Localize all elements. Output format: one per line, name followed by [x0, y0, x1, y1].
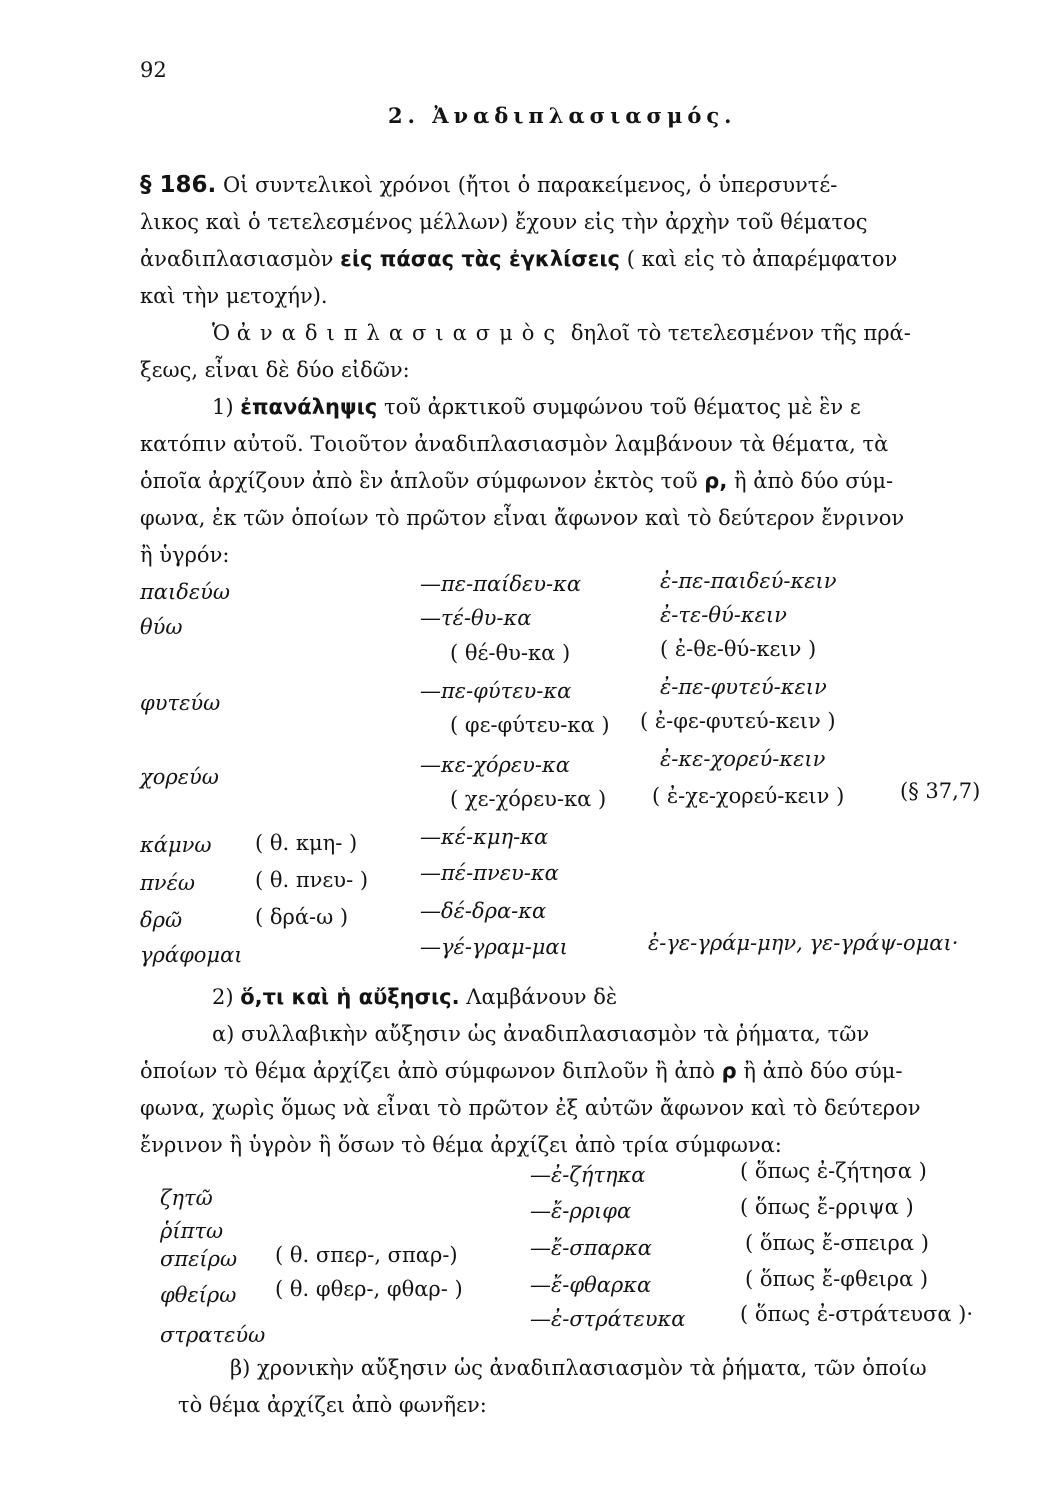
- infinitive-form: ἐ-τε-θύ-κειν: [660, 603, 787, 627]
- perfect-form: ( θέ-θυ-κα ): [450, 641, 571, 665]
- infinitive-form: ἐ-πε-φυτεύ-κειν: [660, 675, 827, 699]
- text: Λαμβάνουν δὲ: [466, 985, 618, 1009]
- paragraph-line: [140, 1056, 1000, 1086]
- paragraph-line: [140, 466, 1000, 496]
- stem-note: ( θ. φθερ-, φθαρ- ): [275, 1277, 463, 1301]
- verb: ῥίπτω: [160, 1219, 224, 1243]
- comparison: ( ὅπως ἐ-στράτευσα )·: [740, 1302, 974, 1326]
- comparison: ( ὅπως ἔ-φθειρα ): [745, 1267, 929, 1291]
- text: δηλοῖ τὸ τετελεσμένον τῆς πρά-: [570, 321, 911, 345]
- bold-phrase: εἰς πάσας τὰς ἐγκλίσεις: [340, 247, 621, 271]
- paragraph-line: ξεως, εἶναι δὲ δύο εἰδῶν:: [140, 358, 410, 382]
- section-number: § 186.: [140, 172, 217, 198]
- paragraph-line: [212, 392, 1000, 422]
- perfect-form: —γέ-γραμ-μαι: [420, 935, 568, 959]
- text: ἢ ἀπὸ δύο σύμ-: [743, 1059, 903, 1083]
- verb: δρῶ: [140, 908, 183, 932]
- verb: στρατεύω: [160, 1323, 266, 1347]
- comparison: ( ὅπως ἐ-ζήτησα ): [740, 1159, 927, 1183]
- paragraph-line: β) χρονικὴν αὔξησιν ὡς ἀναδιπλασιασμὸν τὰ ῥήματα, τῶν ὁποίω: [230, 1356, 927, 1380]
- spaced-term: ἀναδιπλασιασμὸς: [236, 321, 565, 345]
- verb: κάμνω: [140, 833, 212, 857]
- infinitive-form: ( ἐ-φε-φυτεύ-κειν ): [640, 709, 836, 733]
- verb: πνέω: [140, 871, 195, 895]
- paragraph-line: [212, 982, 1000, 1012]
- paragraph-line: τὸ θέμα ἀρχίζει ἀπὸ φωνῆεν:: [178, 1393, 487, 1417]
- item-number: 2): [212, 985, 234, 1009]
- paragraph-line: κατόπιν αὐτοῦ. Τοιοῦτον ἀναδιπλασιασμὸν λαμβάνουν τὰ θέματα, τὰ: [140, 432, 889, 456]
- text: ἀναδιπλασιασμὸν: [140, 247, 334, 271]
- verb: παιδεύω: [140, 580, 231, 604]
- paragraph-line: λικος καὶ ὁ τετελεσμένος μέλλων) ἔχουν εἰς τὴν ἀρχὴν τοῦ θέματος: [140, 210, 868, 234]
- section-heading: 2. Ἀναδιπλασιασμός.: [388, 103, 737, 128]
- item-number: 1): [212, 395, 234, 419]
- text: ( καὶ εἰς τὸ ἀπαρέμφατον: [626, 247, 898, 271]
- stem-note: ( θ. πνευ- ): [255, 868, 369, 892]
- perfect-form: ( φε-φύτευ-κα ): [450, 713, 610, 737]
- paragraph-line: ἢ ὑγρόν:: [140, 543, 230, 567]
- paragraph-line: καὶ τὴν μετοχήν).: [140, 284, 328, 308]
- text: ἢ ἀπὸ δύο σύμ-: [734, 469, 894, 493]
- perfect-form: —κε-χόρευ-κα: [420, 753, 570, 777]
- text: τοῦ ἀρκτικοῦ συμφώνου τοῦ θέματος μὲ ἓν ε: [383, 395, 861, 419]
- bold-term: ὅ,τι καὶ ἡ αὔξησις.: [240, 985, 460, 1009]
- perfect-form: ( χε-χόρευ-κα ): [450, 787, 607, 811]
- comparison: ( ὅπως ἔ-σπειρα ): [745, 1231, 929, 1255]
- infinitive-form: ἐ-κε-χορεύ-κειν: [660, 747, 826, 771]
- text: ὁποῖα ἀρχίζουν ἀπὸ ἓν ἁπλοῦν σύμφωνον ἐκτὸς τοῦ: [140, 469, 698, 493]
- infinitive-form: ἐ-πε-παιδεύ-κειν: [660, 569, 837, 593]
- perfect-form: —πε-φύτευ-κα: [420, 679, 572, 703]
- bold-term: ἐπανάληψις: [240, 395, 378, 419]
- text: Οἱ συντελικοὶ χρόνοι (ἤτοι ὁ παρακείμενος, ὁ ὑπερσυντέ-: [222, 173, 838, 197]
- verb: γράφομαι: [140, 943, 243, 967]
- perfect-form: —ἔ-σπαρκα: [530, 1236, 652, 1260]
- perfect-form: —τέ-θυ-κα: [420, 606, 532, 630]
- paragraph-line: ἔνρινον ἢ ὑγρὸν ἢ ὅσων τὸ θέμα ἀρχίζει ἀπὸ τρία σύμφωνα:: [140, 1133, 782, 1157]
- perfect-form: —πε-παίδευ-κα: [420, 572, 582, 596]
- verb: ζητῶ: [160, 1186, 213, 1210]
- text: Ὁ: [212, 321, 231, 345]
- reference-note: (§ 37,7): [900, 779, 981, 803]
- page-number: 92: [140, 58, 167, 82]
- stem-note: ( θ. σπερ-, σπαρ-): [275, 1243, 458, 1267]
- stem-note: ( δρά-ω ): [255, 905, 349, 929]
- perfect-form: —πέ-πνευ-κα: [420, 861, 559, 885]
- infinitive-form: ( ἐ-θε-θύ-κειν ): [660, 637, 817, 661]
- infinitive-form: ἐ-γε-γράμ-μην, γε-γράψ-ομαι·: [648, 931, 959, 955]
- verb: χορεύω: [140, 765, 219, 789]
- perfect-form: —ἐ-ζήτηκα: [530, 1163, 646, 1187]
- paragraph-line: [140, 170, 1000, 200]
- bold-letter: ρ: [721, 1059, 737, 1083]
- perfect-form: —ἐ-στράτευκα: [530, 1307, 686, 1331]
- paragraph-line: [140, 244, 1000, 274]
- perfect-form: —κέ-κμη-κα: [420, 825, 549, 849]
- verb: θύω: [140, 615, 183, 639]
- paragraph-line: α) συλλαβικὴν αὔξησιν ὡς ἀναδιπλασιασμὸν τὰ ῥήματα, τῶν: [212, 1022, 870, 1046]
- perfect-form: —δέ-δρα-κα: [420, 899, 547, 923]
- paragraph-line: [212, 318, 1000, 348]
- bold-letter: ρ,: [704, 469, 728, 493]
- verb: φυτεύω: [140, 691, 221, 715]
- perfect-form: —ἔ-φθαρκα: [530, 1273, 652, 1297]
- comparison: ( ὅπως ἔ-ρριψα ): [740, 1195, 914, 1219]
- text: ὁποίων τὸ θέμα ἀρχίζει ἀπὸ σύμφωνον διπλοῦν ἢ ἀπὸ: [140, 1059, 715, 1083]
- stem-note: ( θ. κμη- ): [255, 831, 358, 855]
- paragraph-line: φωνα, ἐκ τῶν ὁποίων τὸ πρῶτον εἶναι ἄφωνον καὶ τὸ δεύτερον ἔνρινον: [140, 506, 905, 530]
- paragraph-line: φωνα, χωρὶς ὅμως νὰ εἶναι τὸ πρῶτον ἐξ αὐτῶν ἄφωνον καὶ τὸ δεύτερον: [140, 1096, 921, 1120]
- verb: φθείρω: [160, 1283, 237, 1307]
- perfect-form: —ἔ-ρριφα: [530, 1199, 632, 1223]
- verb: σπείρω: [160, 1247, 238, 1271]
- infinitive-form: ( ἐ-χε-χορεύ-κειν ): [652, 784, 845, 808]
